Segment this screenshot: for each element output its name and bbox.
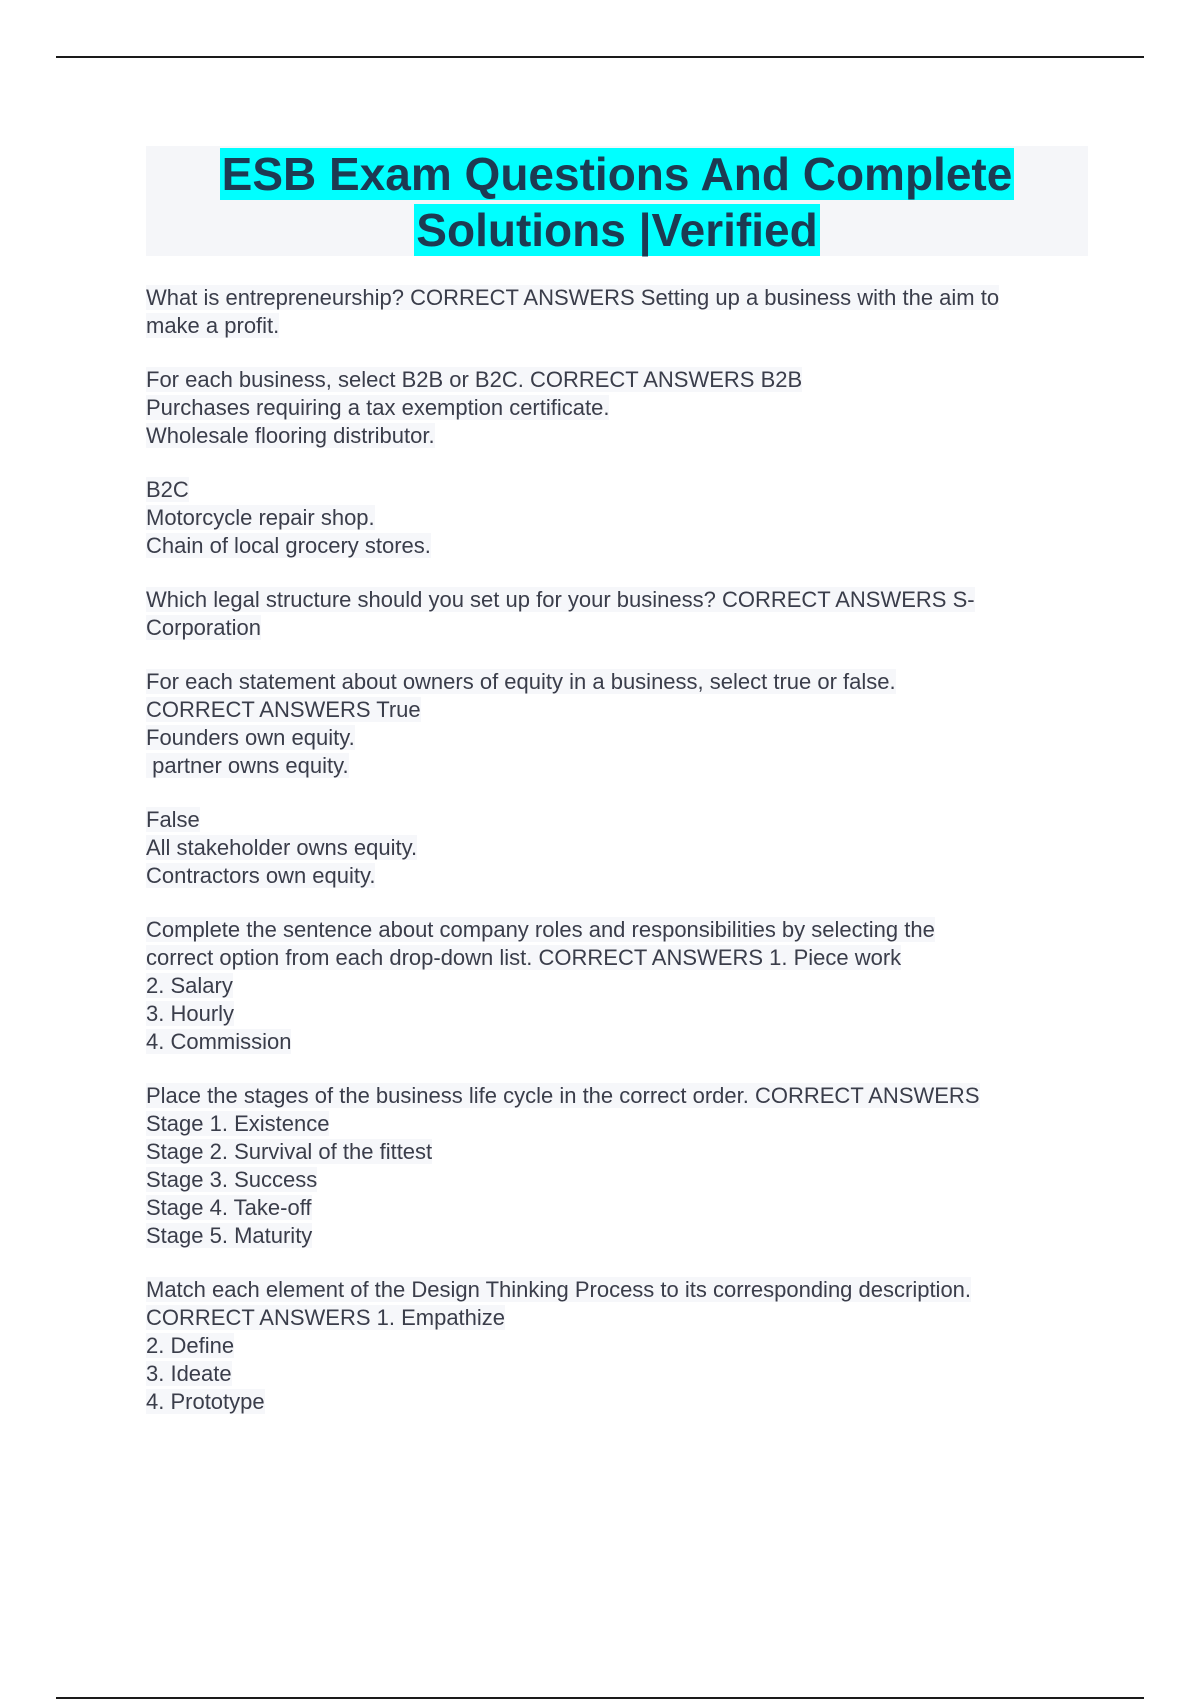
qa-block-entrepreneurship: [146, 284, 1106, 340]
text-line: All stakeholder owns equity.: [146, 835, 418, 860]
title-line-1-text: ESB Exam Questions And Complete: [221, 148, 1013, 200]
text-line: CORRECT ANSWERS True: [146, 697, 421, 722]
qa-block-company-roles: [146, 916, 1106, 1056]
qa-block-equity-false: [146, 806, 1106, 890]
text-line: Match each element of the Design Thinking Process to its corresponding description.: [146, 1277, 972, 1302]
qa-block-equity-true: [146, 668, 1106, 780]
qa-block-b2c: [146, 476, 1106, 560]
text-line: False: [146, 807, 200, 832]
title-line-1: [146, 146, 1088, 202]
text-line: 2. Salary: [146, 973, 233, 998]
text-line: 2. Define: [146, 1333, 235, 1358]
text-line: CORRECT ANSWERS 1. Empathize: [146, 1305, 506, 1330]
text-line: Stage 2. Survival of the fittest: [146, 1139, 433, 1164]
text-line: Stage 3. Success: [146, 1167, 318, 1192]
text-line: B2C: [146, 477, 189, 502]
qa-block-design-thinking: [146, 1276, 1106, 1416]
text-line: partner owns equity.: [146, 753, 349, 778]
text-line: Founders own equity.: [146, 725, 355, 750]
text-line: Complete the sentence about company roles and responsibilities by selecting the: [146, 917, 935, 942]
text-line: Stage 1. Existence: [146, 1111, 330, 1136]
text-line: Corporation: [146, 615, 261, 640]
text-line: 4. Prototype: [146, 1389, 265, 1414]
document-body: [146, 284, 1106, 1442]
text-line: 3. Ideate: [146, 1361, 232, 1386]
text-line: Stage 5. Maturity: [146, 1223, 313, 1248]
text-line: Stage 4. Take-off: [146, 1195, 312, 1220]
title-line-2-text: Solutions |Verified: [416, 204, 818, 256]
text-line: 4. Commission: [146, 1029, 292, 1054]
text-line: For each business, select B2B or B2C. CORRECT ANSWERS B2B: [146, 367, 803, 392]
text-line: correct option from each drop-down list. CORRECT ANSWERS 1. Piece work: [146, 945, 902, 970]
title-line-2: [146, 202, 1088, 258]
text-line: Which legal structure should you set up for your business? CORRECT ANSWERS S-: [146, 587, 975, 612]
qa-block-b2b: [146, 366, 1106, 450]
text-line: What is entrepreneurship? CORRECT ANSWERS Setting up a business with the aim to: [146, 285, 1000, 310]
text-line: For each statement about owners of equity in a business, select true or false.: [146, 669, 896, 694]
footer-rule: [56, 1697, 1144, 1699]
text-line: Purchases requiring a tax exemption certificate.: [146, 395, 610, 420]
header-rule: [56, 56, 1144, 58]
text-line: Contractors own equity.: [146, 863, 376, 888]
text-line: 3. Hourly: [146, 1001, 235, 1026]
text-line: Place the stages of the business life cycle in the correct order. CORRECT ANSWERS: [146, 1083, 980, 1108]
document-title: [146, 146, 1088, 256]
text-line: Wholesale flooring distributor.: [146, 423, 435, 448]
qa-block-legal-structure: [146, 586, 1106, 642]
text-line: make a profit.: [146, 313, 280, 338]
text-line: Chain of local grocery stores.: [146, 533, 431, 558]
text-line: Motorcycle repair shop.: [146, 505, 375, 530]
qa-block-life-cycle: [146, 1082, 1106, 1250]
